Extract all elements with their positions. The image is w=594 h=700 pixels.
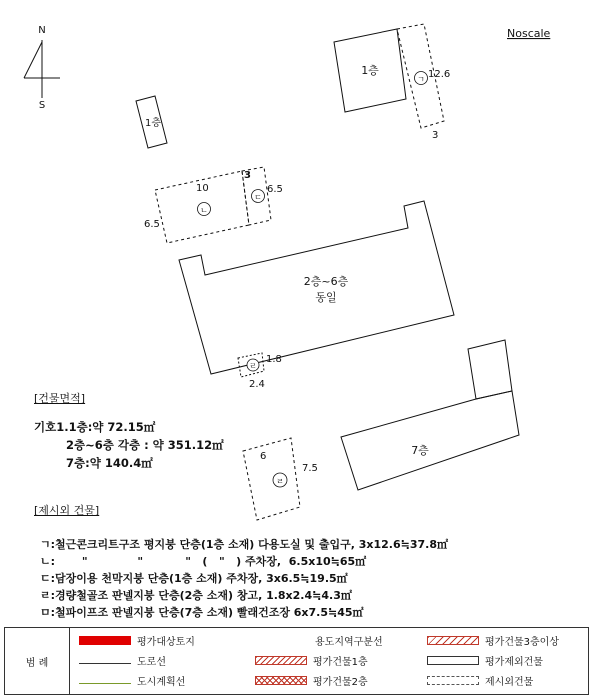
legend-item-road <box>79 653 166 668</box>
excluded-line-na: ㄴ: " " " ( " ) 주차장, 6.5x10≒65㎡ <box>40 555 367 568</box>
excluded-heading: [제시외 건물] <box>34 504 100 517</box>
legend-item-other-buildings <box>427 673 533 688</box>
building-area-line-2: 2층~6층 각층 : 약 351.12㎡ <box>66 438 224 452</box>
annex-ra-large-symbol: ㄹ <box>276 477 284 486</box>
annex-ra-large-outline <box>243 438 300 520</box>
legend-hatch-1f-icon <box>255 656 307 665</box>
legend-swatch-red-icon <box>79 636 131 645</box>
annex-na-symbol: ㄴ <box>200 206 208 215</box>
legend-item-target-land <box>79 633 195 648</box>
legend-label: 제시외건물 <box>485 677 534 688</box>
legend-item-zone-line <box>315 633 383 648</box>
annex-ga-dim-width: 3 <box>432 130 439 141</box>
legend-label: 평가건물2층 <box>313 677 368 688</box>
south-label: S <box>38 100 46 111</box>
building-1f-right-label: 1층 <box>361 64 379 77</box>
main-building-label-sub: 동일 <box>315 291 337 304</box>
annex-na-dim-length: 10 <box>196 183 209 194</box>
annex-ga-dim-length: 12.6 <box>428 69 451 80</box>
legend-label: 평가제외건물 <box>485 657 543 668</box>
legend-box-excluded-icon <box>427 656 479 665</box>
legend-item-eval-1f <box>255 653 368 668</box>
annex-da-dim-length: 6.5 <box>267 184 283 195</box>
excluded-line-ga: ㄱ:철근콘크리트구조 평지붕 단층(1층 소재) 다용도실 및 출입구, 3x12.6≒37.8㎡ <box>40 538 448 551</box>
legend-line-plan-icon <box>79 678 131 684</box>
scale-note: Noscale <box>507 27 551 40</box>
building-area-heading: [건물면적] <box>34 392 86 405</box>
annex-ra-large-dim-b: 7.5 <box>302 463 318 474</box>
legend-item-eval-3f-plus <box>427 633 559 648</box>
main-building-label: 2층~6층 <box>303 275 349 288</box>
legend-label: 도로선 <box>137 657 166 668</box>
legend-crosshatch-2f-icon <box>255 676 307 685</box>
legend-label: 평가건물1층 <box>313 657 368 668</box>
north-label: N <box>38 25 46 36</box>
annex-ra-small-symbol: ㄹ <box>249 361 257 371</box>
north-arrow-icon <box>24 25 60 111</box>
annex-na-dim-width: 6.5 <box>144 219 160 230</box>
legend-label: 평가건물3층이상 <box>485 637 559 648</box>
legend-label: 용도지역구분선 <box>315 637 383 648</box>
excluded-line-ma: ㅁ:철파이프조 판넬지붕 단층(7층 소재) 빨래건조장 6x7.5≒45㎡ <box>40 606 364 619</box>
building-7f-label: 7층 <box>411 444 429 457</box>
legend-item-excluded <box>427 653 543 668</box>
building-area-line-3: 7층:약 140.4㎡ <box>66 456 153 470</box>
excluded-line-da: ㄷ:담장이용 천막지붕 단층(1층 소재) 주차장, 3x6.5≒19.5㎡ <box>40 572 348 585</box>
annex-ra-small-dim-b: 2.4 <box>249 379 265 390</box>
legend-title: 범 례 <box>5 628 70 694</box>
building-7f <box>341 391 519 490</box>
legend-hatch-3f-icon <box>427 636 479 645</box>
annex-ga-symbol: ㄱ <box>417 75 425 84</box>
annex-da-dim-width: 3 <box>244 170 251 181</box>
building-area-line-1: 기호1.1층:약 72.15㎡ <box>34 420 156 434</box>
legend-box-other-icon <box>427 676 479 685</box>
annex-da-symbol: ㄷ <box>254 193 262 202</box>
legend-line-road-icon <box>79 658 131 664</box>
legend-item-city-plan <box>79 673 185 688</box>
legend <box>4 627 589 695</box>
annex-ra-large-dim-a: 6 <box>260 451 267 462</box>
legend-label: 평가대상토지 <box>137 637 195 648</box>
excluded-line-ra: ㄹ:경량철골조 판넬지붕 단층(2층 소재) 창고, 1.8x2.4≒4.3㎡ <box>40 589 352 602</box>
annex-ra-small-dim-a: 1.8 <box>266 354 282 365</box>
legend-label: 도시계획선 <box>137 677 186 688</box>
building-1f-left-label: 1층 <box>144 118 162 129</box>
legend-item-eval-2f <box>255 673 368 688</box>
